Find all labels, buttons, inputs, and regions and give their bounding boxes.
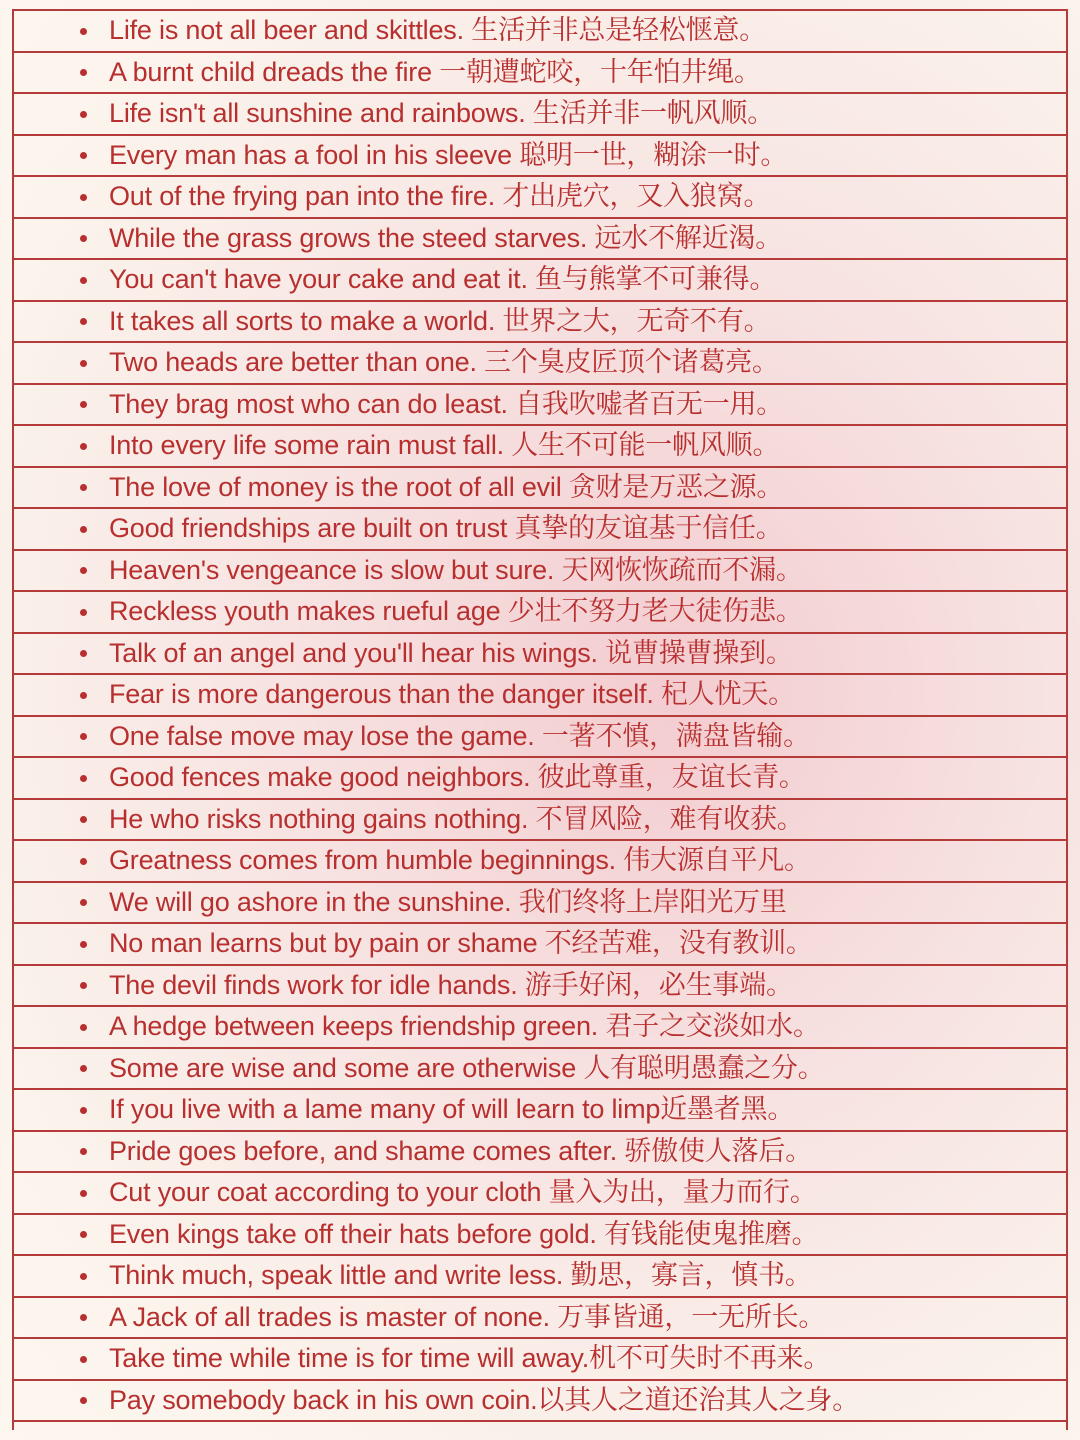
proverb-text: If you live with a lame many of will learn to limp近墨者黑。 — [109, 1094, 795, 1125]
proverb-text: They brag most who can do least. 自我吹嘘者百无一用。 — [109, 388, 784, 419]
proverb-row — [14, 673, 1066, 715]
proverb-text: The devil finds work for idle hands. 游手好闲，必生事端。 — [109, 969, 793, 1000]
proverb-row — [14, 92, 1066, 134]
proverb-row — [14, 383, 1066, 425]
proverb-row — [14, 341, 1066, 383]
bullet-icon — [80, 69, 87, 76]
bullet-icon — [80, 360, 87, 367]
proverb-row — [14, 258, 1066, 300]
proverb-text: Some are wise and some are otherwise 人有聪明愚蠢之分。 — [109, 1052, 825, 1083]
proverb-text: Fear is more dangerous than the danger itself. 杞人忧天。 — [109, 679, 795, 710]
proverb-text: Talk of an angel and you'll hear his wings. 说曹操曹操到。 — [109, 637, 793, 668]
proverb-row — [14, 1047, 1066, 1089]
proverb-row — [14, 1337, 1066, 1379]
proverb-row — [14, 507, 1066, 549]
bullet-icon — [80, 899, 87, 906]
proverb-row — [14, 134, 1066, 176]
proverb-text: Out of the frying pan into the fire. 才出虎穴，又入狼窝。 — [109, 181, 771, 212]
proverb-text: Take time while time is for time will away.机不可失时不再来。 — [109, 1343, 831, 1374]
proverb-text: Pay somebody back in his own coin.以其人之道还治其人之身。 — [109, 1384, 860, 1415]
proverb-row — [14, 51, 1066, 93]
bullet-icon — [80, 1231, 87, 1238]
proverb-row — [14, 424, 1066, 466]
bullet-icon — [80, 1356, 87, 1363]
bullet-icon — [80, 1107, 87, 1114]
proverb-text: Two heads are better than one. 三个臭皮匠顶个诸葛亮。 — [109, 347, 779, 378]
proverb-row — [14, 9, 1066, 51]
proverb-text: Good friendships are built on trust 真挚的友谊基于信任。 — [109, 513, 783, 544]
proverb-text: One false move may lose the game. 一著不慎，满盘皆输。 — [109, 720, 810, 751]
proverb-text: Heaven's vengeance is slow but sure. 天网恢恢疏而不漏。 — [109, 554, 803, 585]
proverb-row — [14, 964, 1066, 1006]
proverb-text: Life is not all beer and skittles. 生活并非总是轻松惬意。 — [109, 15, 766, 46]
proverb-text: Cut your coat according to your cloth 量入为出，量力而行。 — [109, 1177, 817, 1208]
bullet-icon — [80, 816, 87, 823]
proverb-text: He who risks nothing gains nothing. 不冒风险，难有收获。 — [109, 803, 804, 834]
bullet-icon — [80, 526, 87, 533]
bullet-icon — [80, 650, 87, 657]
proverb-text: We will go ashore in the sunshine. 我们终将上岸阳光万里 — [109, 886, 787, 917]
bullet-icon — [80, 982, 87, 989]
proverb-text: A Jack of all trades is master of none. 万事皆通，一无所长。 — [109, 1301, 826, 1332]
proverb-row — [14, 1130, 1066, 1172]
proverb-text: Every man has a fool in his sleeve 聪明一世，糊涂一时。 — [109, 139, 788, 170]
bullet-icon — [80, 401, 87, 408]
proverb-text: A burnt child dreads the fire 一朝遭蛇咬，十年怕井绳。 — [109, 56, 761, 87]
proverb-row — [14, 1088, 1066, 1130]
proverb-row — [14, 715, 1066, 757]
proverb-text: Good fences make good neighbors. 彼此尊重，友谊长青。 — [109, 762, 806, 793]
proverb-text: A hedge between keeps friendship green. 君子之交淡如水。 — [109, 1011, 820, 1042]
proverb-row — [14, 839, 1066, 881]
proverb-text: You can't have your cake and eat it. 鱼与熊掌不可兼得。 — [109, 264, 777, 295]
proverb-row — [14, 1005, 1066, 1047]
bullet-icon — [80, 235, 87, 242]
proverb-list — [14, 9, 1066, 1422]
proverb-row — [14, 175, 1066, 217]
proverb-row — [14, 632, 1066, 674]
bullet-icon — [80, 941, 87, 948]
proverb-row — [14, 1296, 1066, 1338]
proverb-text: Life isn't all sunshine and rainbows. 生活并非一帆风顺。 — [109, 98, 775, 129]
proverb-row — [14, 1379, 1066, 1423]
bullet-icon — [80, 28, 87, 35]
bullet-icon — [80, 609, 87, 616]
bullet-icon — [80, 858, 87, 865]
bullet-icon — [80, 1065, 87, 1072]
bullet-icon — [80, 692, 87, 699]
proverb-row — [14, 1213, 1066, 1255]
bullet-icon — [80, 1273, 87, 1280]
bullet-icon — [80, 277, 87, 284]
proverb-sheet — [12, 9, 1068, 1430]
bullet-icon — [80, 484, 87, 491]
bullet-icon — [80, 152, 87, 159]
bullet-icon — [80, 318, 87, 325]
proverb-row — [14, 217, 1066, 259]
proverb-row — [14, 881, 1066, 923]
bullet-icon — [80, 567, 87, 574]
bullet-icon — [80, 111, 87, 118]
proverb-text: No man learns but by pain or shame 不经苦难，没有教训。 — [109, 928, 813, 959]
bullet-icon — [80, 1314, 87, 1321]
bullet-icon — [80, 1024, 87, 1031]
proverb-text: Think much, speak little and write less. 勤思，寡言，慎书。 — [109, 1260, 812, 1291]
proverb-text: Pride goes before, and shame comes after. 骄傲使人落后。 — [109, 1135, 812, 1166]
bullet-icon — [80, 775, 87, 782]
bullet-icon — [80, 1190, 87, 1197]
bullet-icon — [80, 1397, 87, 1404]
proverb-text: Greatness comes from humble beginnings. 伟大源自平凡。 — [109, 845, 811, 876]
bullet-icon — [80, 194, 87, 201]
proverb-row — [14, 549, 1066, 591]
bullet-icon — [80, 443, 87, 450]
proverb-row — [14, 798, 1066, 840]
proverb-text: While the grass grows the steed starves. 远水不解近渴。 — [109, 222, 783, 253]
proverb-row — [14, 922, 1066, 964]
proverb-row — [14, 466, 1066, 508]
bullet-icon — [80, 1148, 87, 1155]
proverb-text: The love of money is the root of all evil 贪财是万恶之源。 — [109, 471, 784, 502]
proverb-row — [14, 590, 1066, 632]
proverb-text: It takes all sorts to make a world. 世界之大，无奇不有。 — [109, 305, 771, 336]
bullet-icon — [80, 733, 87, 740]
proverb-text: Into every life some rain must fall. 人生不可能一帆风顺。 — [109, 430, 780, 461]
proverb-row — [14, 300, 1066, 342]
proverb-row — [14, 1171, 1066, 1213]
proverb-text: Reckless youth makes rueful age 少壮不努力老大徒伤悲。 — [109, 596, 803, 627]
proverb-row — [14, 1254, 1066, 1296]
proverb-row — [14, 756, 1066, 798]
proverb-text: Even kings take off their hats before gold. 有钱能使鬼推磨。 — [109, 1218, 819, 1249]
